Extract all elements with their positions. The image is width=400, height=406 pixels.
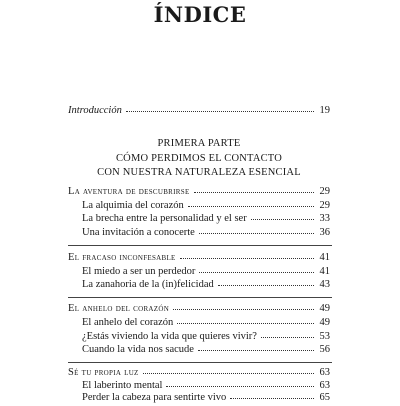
toc-page-number: 41 bbox=[319, 266, 330, 277]
toc-page-number: 19 bbox=[319, 105, 330, 116]
toc-page-number: 43 bbox=[319, 279, 330, 290]
toc-entry[interactable] bbox=[82, 225, 330, 241]
dot-leader bbox=[126, 103, 314, 112]
toc-page-number: 65 bbox=[319, 392, 330, 403]
toc-page-number: 49 bbox=[319, 303, 330, 314]
toc-section-label: Sé tu propia luz bbox=[68, 367, 139, 378]
toc-entry[interactable] bbox=[82, 390, 330, 406]
dot-leader bbox=[194, 184, 314, 193]
toc-entry-label: Perder la cabeza para sentirte vivo bbox=[82, 392, 227, 403]
dot-leader bbox=[173, 301, 314, 310]
toc-section-label: El fracaso inconfesable bbox=[68, 252, 176, 263]
toc-entry-label: La brecha entre la personalidad y el ser bbox=[82, 213, 247, 224]
toc-page-number: 36 bbox=[319, 227, 330, 238]
toc-page-number: 63 bbox=[319, 367, 330, 378]
dot-leader bbox=[143, 365, 314, 374]
toc-entry-label: Introducción bbox=[68, 105, 122, 116]
section-divider bbox=[68, 245, 332, 246]
toc-entry-label: Cuando la vida nos sacude bbox=[82, 344, 194, 355]
toc-entry-label: La alquimia del corazón bbox=[82, 200, 184, 211]
toc-section-label: La aventura de descubrirse bbox=[68, 186, 190, 197]
toc-entry-label: El anhelo del corazón bbox=[82, 317, 174, 328]
toc-page-number: 29 bbox=[319, 186, 330, 197]
toc-entry[interactable] bbox=[82, 342, 330, 358]
page-title: ÍNDICE bbox=[153, 2, 247, 27]
toc-entry[interactable] bbox=[82, 277, 330, 293]
dot-leader bbox=[180, 250, 314, 259]
toc-page-number: 41 bbox=[319, 252, 330, 263]
part-title-line-2: CON NUESTRA NATURALEZA ESENCIAL bbox=[97, 167, 301, 178]
toc-entry-label: ¿Estás viviendo la vida que quieres vivir? bbox=[82, 331, 257, 342]
dot-leader bbox=[199, 264, 314, 273]
toc-page-number: 63 bbox=[319, 380, 330, 391]
toc-page-number: 49 bbox=[319, 317, 330, 328]
toc-entry-label: El laberinto mental bbox=[82, 380, 163, 391]
toc-entry-label: El miedo a ser un perdedor bbox=[82, 266, 196, 277]
dot-leader bbox=[261, 329, 314, 338]
toc-page-number: 53 bbox=[319, 331, 330, 342]
toc-entry-label: Una invitación a conocerte bbox=[82, 227, 195, 238]
section-divider bbox=[68, 362, 332, 363]
dot-leader bbox=[188, 198, 314, 207]
toc-entry-introduction[interactable] bbox=[68, 103, 330, 119]
dot-leader bbox=[199, 225, 314, 234]
toc-page-number: 56 bbox=[319, 344, 330, 355]
dot-leader bbox=[177, 315, 314, 324]
part-title-line-1: CÓMO PERDIMOS EL CONTACTO bbox=[115, 153, 283, 164]
dot-leader bbox=[230, 390, 314, 399]
dot-leader bbox=[218, 277, 314, 286]
dot-leader bbox=[166, 378, 314, 387]
section-divider bbox=[68, 297, 332, 298]
toc-section-label: El anhelo del corazón bbox=[68, 303, 170, 314]
part-number: PRIMERA PARTE bbox=[157, 138, 241, 149]
dot-leader bbox=[251, 211, 314, 220]
toc-page-number: 29 bbox=[319, 200, 330, 211]
toc-page-number: 33 bbox=[319, 213, 330, 224]
dot-leader bbox=[198, 342, 314, 351]
toc-entry-label: La zanahoria de la (in)felicidad bbox=[82, 279, 214, 290]
